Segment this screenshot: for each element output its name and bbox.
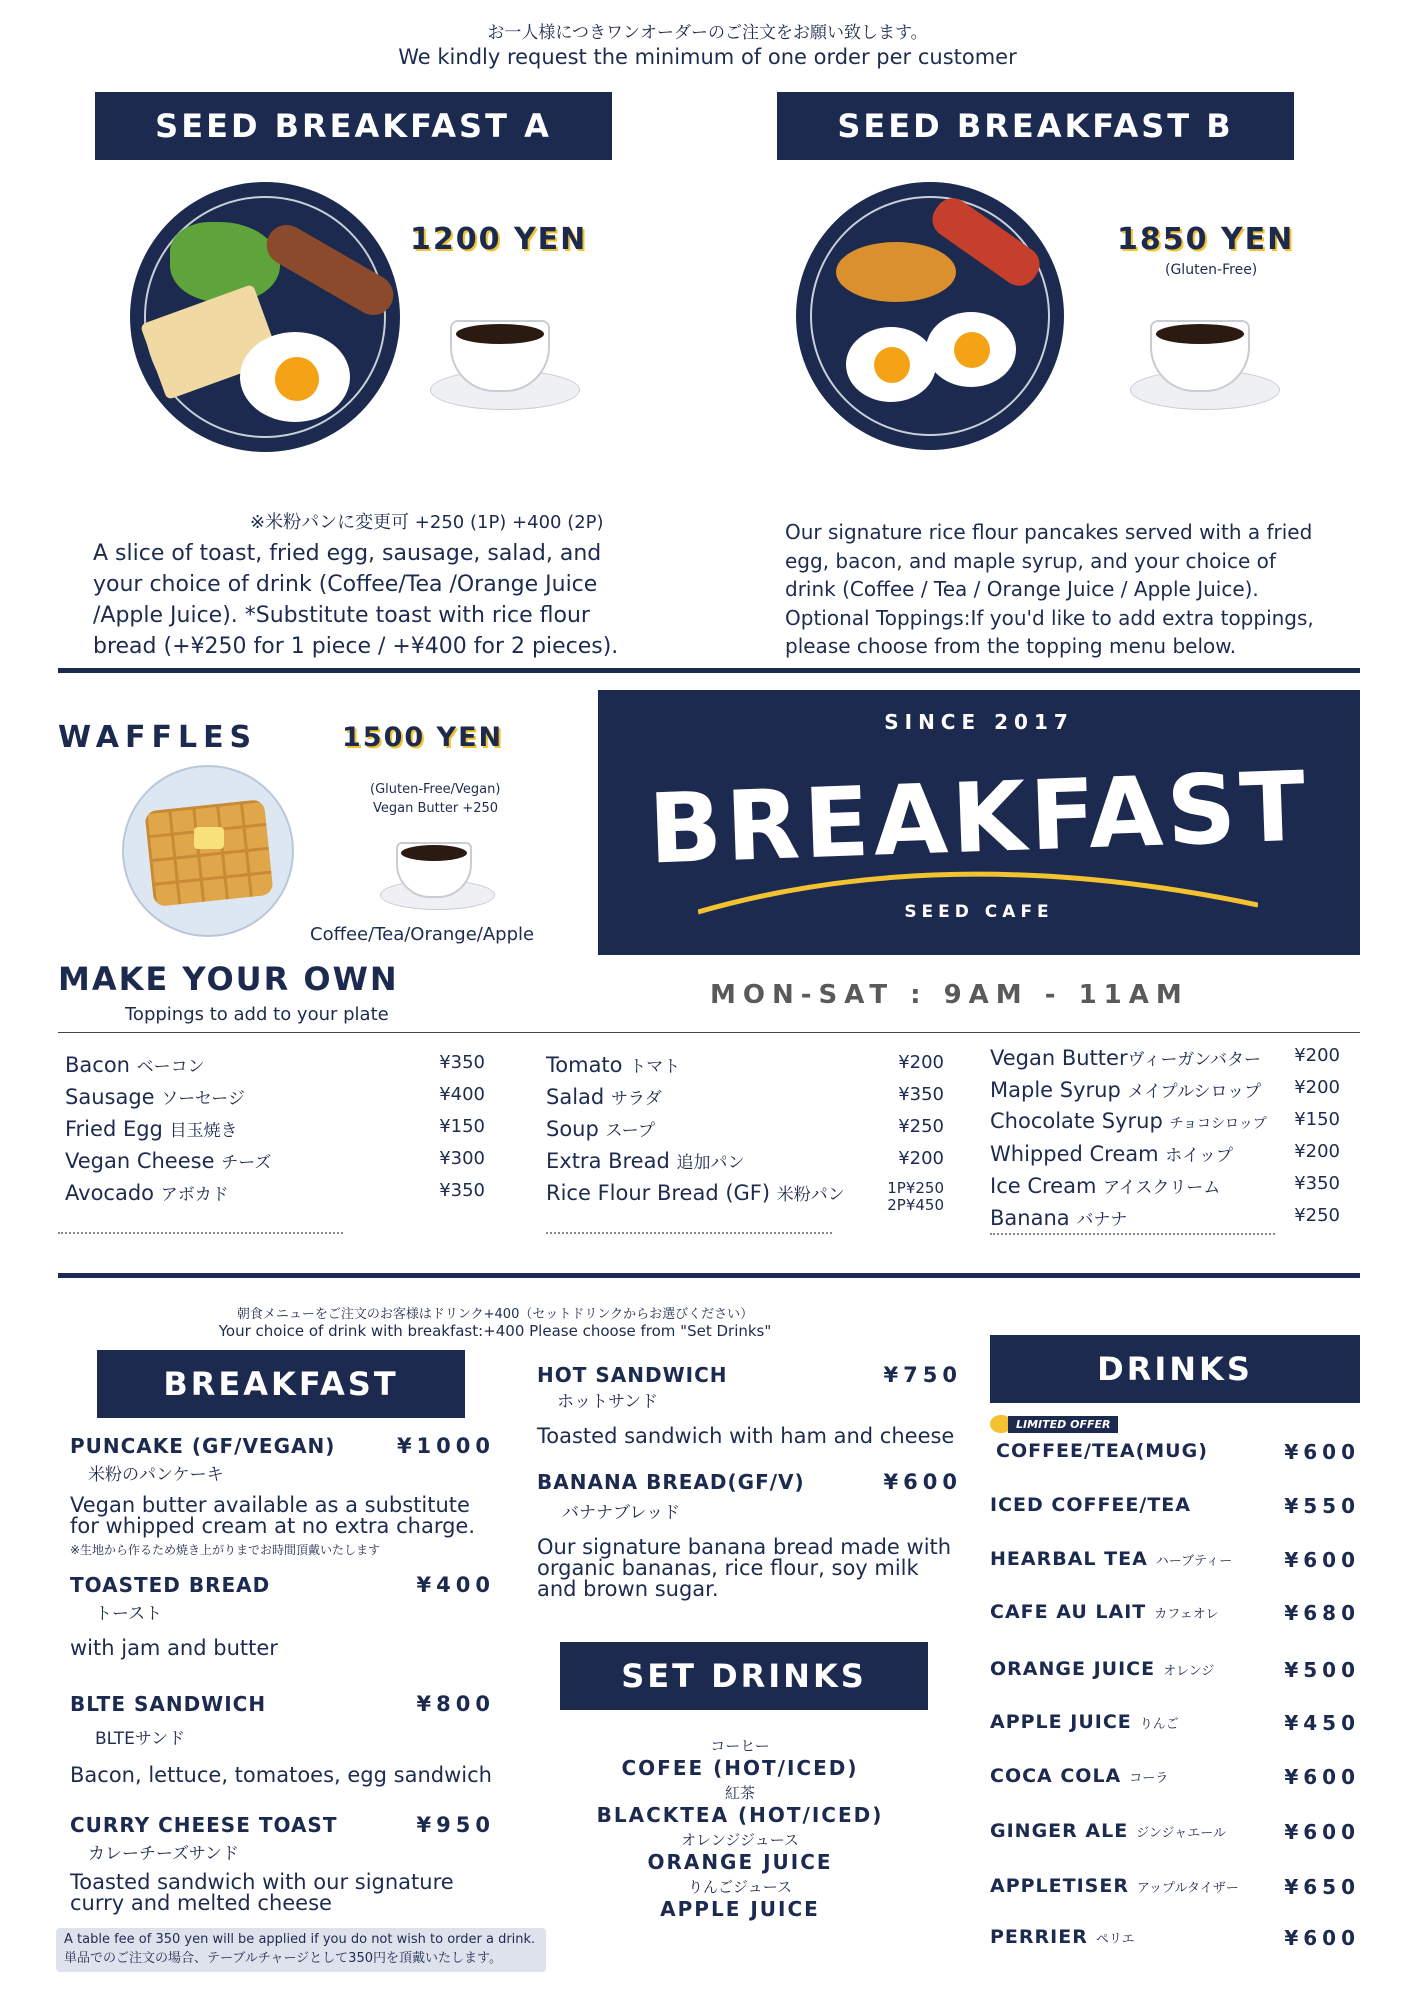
breakfast-a-price: 1200 YEN <box>410 222 588 257</box>
hero-panel <box>598 690 1360 955</box>
topping-item: Whipped Cream ホイップ ¥200 <box>990 1141 1340 1166</box>
drinks-title: DRINKS <box>990 1335 1360 1403</box>
topping-item: Vegan Cheese チーズ ¥300 <box>65 1148 485 1173</box>
drink-note <box>155 1303 835 1340</box>
topping-item: Soup スープ ¥250 <box>546 1116 944 1141</box>
item-desc: with jam and butter <box>70 1636 278 1660</box>
item-jp: BLTEサンド <box>95 1729 186 1749</box>
breakfast-b-sub: (Gluten-Free) <box>1165 262 1258 278</box>
drink-item: COFFEE/TEA(MUG) ¥600 <box>996 1440 1360 1464</box>
waffles-price: 1500 YEN <box>342 722 504 753</box>
drink-item: APPLETISER アップルタイザー ¥650 <box>990 1875 1360 1899</box>
drink-item: ICED COFFEE/TEA ¥550 <box>990 1494 1360 1518</box>
drink-item: APPLE JUICE りんご ¥450 <box>990 1711 1360 1735</box>
drink-note-jp: 朝食メニューをご注文のお客様はドリンク+400（セットドリンクからお選びください） <box>236 1307 754 1322</box>
item-name: BANANA BREAD(GF/V) <box>537 1470 805 1494</box>
topping-item: Fried Egg 目玉焼き ¥150 <box>65 1116 485 1141</box>
item-name: PUNCAKE (GF/VEGAN) <box>70 1434 336 1458</box>
drink-item: CAFE AU LAIT カフェオレ ¥680 <box>990 1601 1360 1625</box>
breakfast-b-plate-image <box>796 182 1064 450</box>
menu-item <box>70 1692 495 1792</box>
opening-hours: MON-SAT : 9AM - 11AM <box>710 980 1189 1010</box>
notice-jp: お一人様につきワンオーダーのご注文をお願い致します。 <box>487 23 928 43</box>
item-desc: Vegan butter available as a substitute for whipped cream at no extra charge. <box>70 1493 476 1538</box>
dotted-divider <box>546 1232 832 1234</box>
drink-item: COCA COLA コーラ ¥600 <box>990 1765 1360 1789</box>
item-desc: Toasted sandwich with our signature curry and melted cheese <box>70 1870 454 1915</box>
item-name: CURRY CHEESE TOAST <box>70 1813 338 1837</box>
notice-en: We kindly request the minimum of one order per customer <box>398 45 1017 69</box>
breakfast-menu-title: BREAKFAST <box>97 1350 465 1418</box>
topping-item: Extra Bread 追加パン ¥200 <box>546 1148 944 1173</box>
topping-item: Ice Cream アイスクリーム ¥350 <box>990 1173 1340 1198</box>
topping-item: Chocolate Syrup チョコシロップ ¥150 <box>990 1109 1340 1133</box>
topping-item: Banana バナナ ¥250 <box>990 1205 1340 1230</box>
divider <box>58 1032 1360 1033</box>
waffles-sub2: Vegan Butter +250 <box>373 801 499 816</box>
menu-item <box>70 1573 495 1663</box>
make-your-own-sub: Toppings to add to your plate <box>125 1004 389 1025</box>
make-your-own-title: MAKE YOUR OWN <box>58 960 399 998</box>
dotted-divider <box>58 1232 343 1234</box>
breakfast-a-note: ※米粉パンに変更可 +250 (1P) +400 (2P) <box>250 512 604 533</box>
divider <box>58 1273 1360 1278</box>
limited-offer-badge: LIMITED OFFER <box>990 1414 1118 1434</box>
topping-item: Rice Flour Bread (GF) 米粉パン 1P¥250 2P¥450 <box>546 1179 944 1214</box>
topping-item: Maple Syrup メイプルシロップ ¥200 <box>990 1077 1340 1102</box>
drink-item: ORANGE JUICE オレンジ ¥500 <box>990 1658 1360 1682</box>
item-jp: 米粉のパンケーキ <box>88 1465 224 1485</box>
set-drinks-title: SET DRINKS <box>560 1642 928 1710</box>
drink-item: HEARBAL TEA ハーブティー ¥600 <box>990 1548 1360 1572</box>
topping-item: Salad サラダ ¥350 <box>546 1084 944 1109</box>
coffee-cup-icon <box>380 828 495 918</box>
topping-item: Sausage ソーセージ ¥400 <box>65 1084 485 1109</box>
item-desc: Our signature banana bread made with organic bananas, rice flour, soy milk and brown sugar. <box>537 1535 952 1601</box>
topping-item: Bacon ベーコン ¥350 <box>65 1052 485 1077</box>
divider <box>58 668 1360 673</box>
breakfast-a-description: A slice of toast, fried egg, sausage, salad, and your choice of drink (Coffee/Tea /Orange Juice /Apple Juice). *Substitute toast with rice flour bread (+¥250 for 1 piece / +¥400 for 2 pieces). <box>93 541 619 659</box>
item-name: TOASTED BREAD <box>70 1573 271 1597</box>
table-fee-note <box>56 1928 546 1972</box>
breakfast-a-plate-image <box>130 182 400 452</box>
set-drink-item: オレンジジュース ORANGE JUICE <box>647 1831 833 1874</box>
item-name: BLTE SANDWICH <box>70 1692 267 1716</box>
menu-item <box>537 1363 962 1453</box>
hero-cafe: SEED CAFE <box>904 902 1054 922</box>
item-price: ¥750 <box>883 1363 962 1387</box>
topping-item: Tomato トマト ¥200 <box>546 1052 944 1077</box>
topping-item: Vegan Butterヴィーガンバター ¥200 <box>990 1045 1340 1070</box>
item-price: ¥400 <box>416 1573 495 1597</box>
menu-item <box>70 1434 495 1557</box>
item-jp: トースト <box>95 1604 163 1624</box>
drink-note-en: Your choice of drink with breakfast:+400 Please choose from "Set Drinks" <box>218 1322 772 1340</box>
coffee-cup-icon <box>1130 300 1280 420</box>
topping-item: Avocado アボカド ¥350 <box>65 1180 485 1205</box>
menu-item <box>537 1470 962 1610</box>
hero-since: SINCE 2017 <box>884 710 1074 734</box>
item-price: ¥600 <box>883 1470 962 1494</box>
item-price: ¥1000 <box>396 1434 495 1458</box>
waffles-title: WAFFLES <box>58 720 258 755</box>
breakfast-b-title: SEED BREAKFAST B <box>777 92 1294 160</box>
item-jp: カレーチーズサンド <box>88 1844 239 1864</box>
item-jp: バナナブレッド <box>562 1503 681 1523</box>
set-drink-item: コーヒー COFEE (HOT/ICED) <box>621 1737 859 1780</box>
table-fee-en: A table fee of 350 yen will be applied if you do not wish to order a drink. <box>64 1932 536 1947</box>
waffle-image <box>122 765 294 937</box>
menu-item <box>70 1813 495 1923</box>
breakfast-b-description: Our signature rice flour pancakes served with a fried egg, bacon, and maple syrup, and your choice of drink (Coffee / Tea / Orange Juice / Apple Juice). Optional Toppings:If you'd like to add extra toppings, please choose from the topping menu below. <box>785 520 1314 658</box>
waffles-sub1: (Gluten-Free/Vegan) <box>370 782 501 797</box>
drink-item: GINGER ALE ジンジャエール ¥600 <box>990 1820 1360 1844</box>
coffee-cup-icon <box>430 300 580 420</box>
item-desc: Toasted sandwich with ham and cheese <box>537 1424 955 1448</box>
notice <box>0 18 1415 69</box>
breakfast-a-title: SEED BREAKFAST A <box>95 92 612 160</box>
item-price: ¥800 <box>416 1692 495 1716</box>
dotted-divider <box>990 1233 1275 1235</box>
drink-item: PERRIER ペリエ ¥600 <box>990 1926 1360 1950</box>
table-fee-jp: 単品でのご注文の場合、テーブルチャージとして350円を頂戴いたします。 <box>64 1951 502 1966</box>
breakfast-b-price: 1850 YEN <box>1117 222 1295 257</box>
item-note: ※生地から作るため焼き上がりまでお時間頂戴いたします <box>70 1543 381 1557</box>
waffles-drinks: Coffee/Tea/Orange/Apple <box>310 924 535 945</box>
set-drink-item: りんごジュース APPLE JUICE <box>660 1878 820 1921</box>
item-price: ¥950 <box>416 1813 495 1837</box>
set-drink-item: 紅茶 BLACKTEA (HOT/ICED) <box>596 1784 884 1827</box>
hero-title: BREAKFAST <box>646 750 1312 886</box>
item-desc: Bacon, lettuce, tomatoes, egg sandwich <box>70 1763 492 1787</box>
item-name: HOT SANDWICH <box>537 1363 728 1387</box>
item-jp: ホットサンド <box>557 1392 659 1412</box>
